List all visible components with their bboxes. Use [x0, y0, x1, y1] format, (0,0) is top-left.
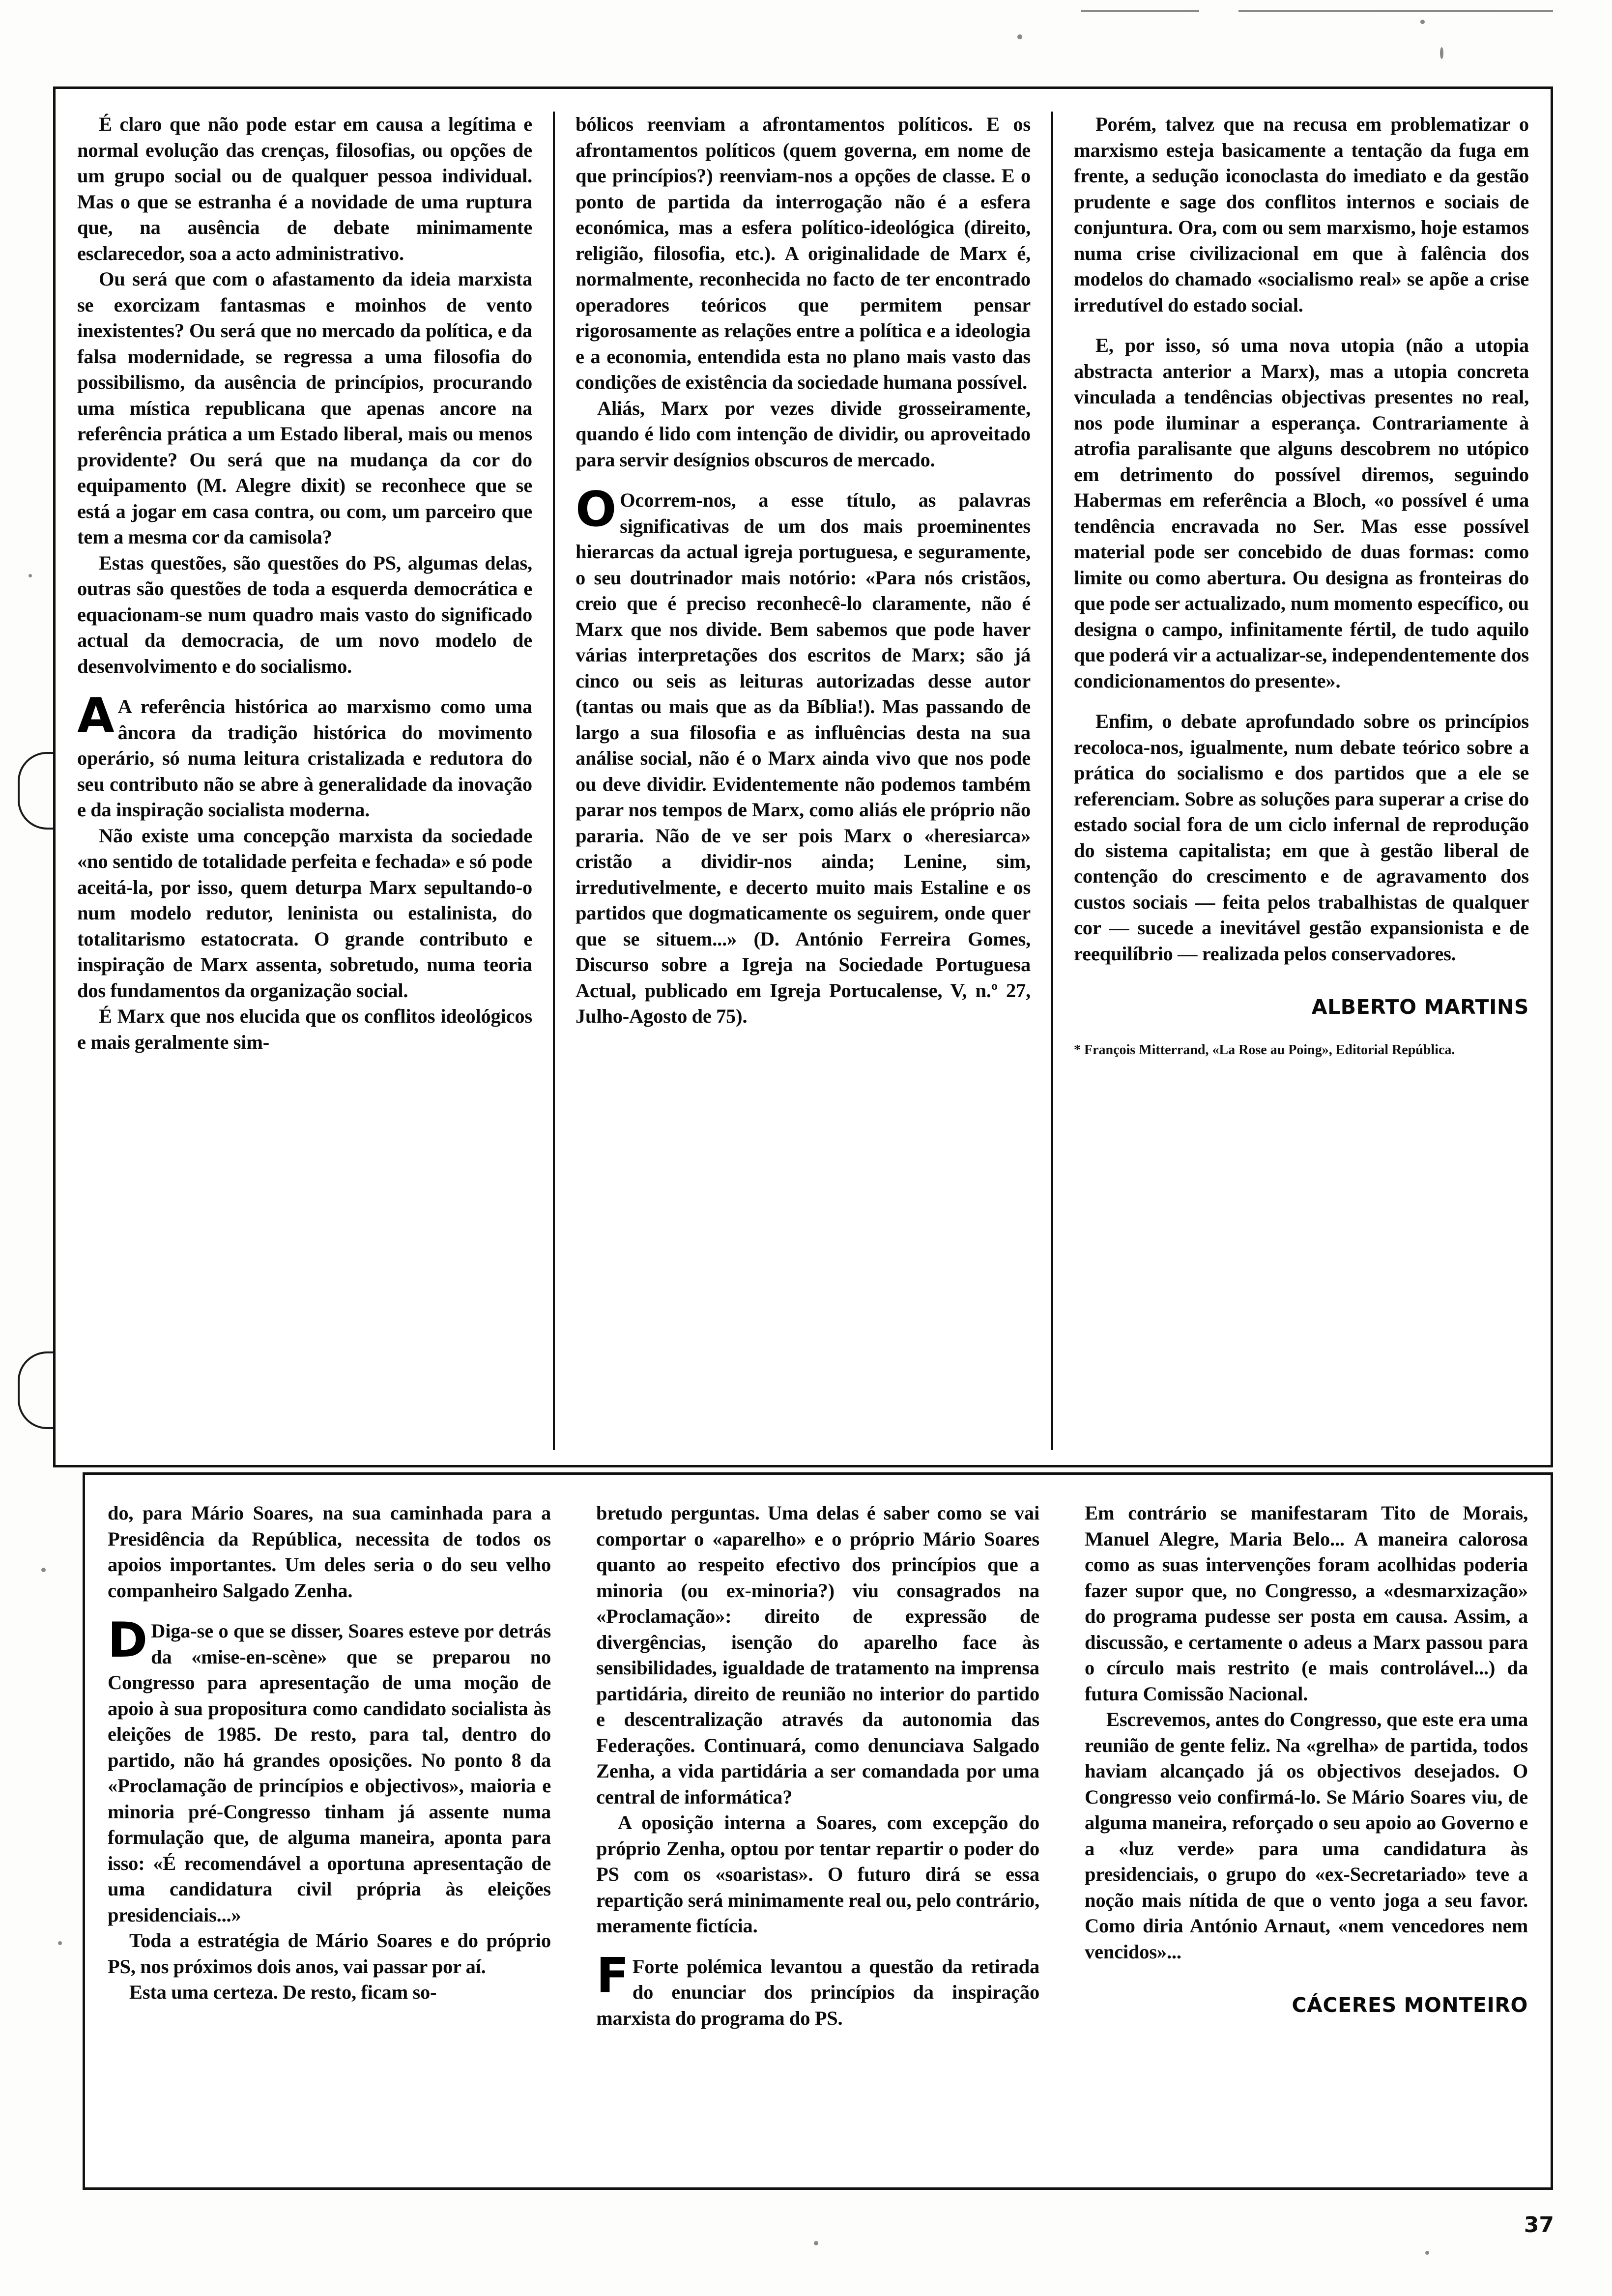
paragraph-with-dropcap	[576, 482, 1031, 1030]
paragraph: E, por isso, só uma nova utopia (não a utopia abstracta anterior a Marx), mas a utopia concreta vinculada a tendências objectivas presentes no real, nos pode iluminar a esperança. Contrariamente à atrofia paralisante que alguns descobrem no utópico em detrimento do possível diremos, seguindo Habermas em referência a Bloch, «o possível é uma tendência encravada no Ser. Mas esse possível material pode ser concebido de duas formas: como limite ou como abertura. Ou designa as fronteiras do que pode ser actualizado, num momento específico, ou designa o campo, infinitamente fértil, de tudo aquilo que poderá vir a actualizar-se, independentemente dos condicionamentos do presente».	[1074, 334, 1529, 692]
article-byline: CÁCERES MONTEIRO	[1292, 1993, 1528, 2017]
article-footnote: * François Mitterrand, «La Rose au Poing», Editorial República.	[1074, 1042, 1455, 1058]
paragraph-text: A referência histórica ao marxismo como uma âncora da tradição histórica do movimento operário, só numa leitura cristalizada e redutora do seu contributo não se abre à generalidade da inovação e da inspiração socialista moderna.	[77, 695, 532, 821]
article-congresso-ps	[83, 1472, 1553, 2190]
paragraph: bretudo perguntas. Uma delas é saber como se vai comportar o «aparelho» e o próprio Mário Soares quanto ao respeito efectivo dos princípios que a minoria (ou ex-minoria?) viu consagrados na «Proclamação»: direito de expressão de divergências, isenção do aparelho face às sensibilidades, igualdade de tratamento na imprensa partidária, direito de reunião no interior do partido e descentralização através da autonomia das Federações. Continuará, como denunciava Salgado Zenha, a vida partidária a ser comandada por uma central de informática?	[596, 1502, 1039, 1808]
paragraph: É claro que não pode estar em causa a legítima e normal evolução das crenças, filosofias, ou opções de um grupo social ou de qualquer pessoa individual. Mas o que se estranha é a novidade de uma ruptura que, na ausência de debate minimamente esclarecedor, soa a acto administrativo.	[77, 113, 532, 264]
paragraph: Estas questões, são questões do PS, algumas delas, outras são questões de toda a esquerda democrática e equacionam-se num quadro mais vasto do significado actual da democracia, de um novo modelo de desenvolvimento e do socialismo.	[77, 551, 532, 677]
paragraph: Em contrário se manifestaram Tito de Morais, Manuel Alegre, Maria Belo... A maneira calorosa como as suas intervenções foram acolhidas poderia fazer supor que, no Congresso, a «desmarxização» do programa pudesse ser posta em causa. Assim, a discussão, e certamente o adeus a Marx passou para o círculo mais restrito (e mais controlável...) da futura Comissão Nacional.	[1085, 1502, 1528, 1705]
article-top-column-2	[553, 112, 1031, 1450]
paragraph-text: Forte polémica levantou a questão da retirada do enunciar dos princípios da inspiração marxista do programa do PS.	[596, 1955, 1039, 2029]
paragraph: Enfim, o debate aprofundado sobre os princípios recoloca-nos, igualmente, num debate teórico sobre a prática do socialismo e dos partidos que a ele se referenciam. Sobre as soluções para superar a crise do estado social fora de um ciclo infernal de reprodução do sistema capitalista; em que à gestão liberal de contenção do crescimento e de agravamento dos custos sociais — feita pelos trabalhistas de qualquer cor — sucede a inevitável gestão expansionista e de reequilíbrio — realizada pelos conservadores.	[1074, 710, 1529, 965]
dropcap-letter: D	[108, 1612, 148, 1668]
paragraph: bólicos reenviam a afrontamentos políticos. E os afrontamentos políticos (quem governa, em nome de que princípios?) reenviam-nos a opções de classe. E o ponto de partida da interrogação não é a esfera económica, mas a esfera político-ideológica (direito, religião, filosofia, etc.). A originalidade de Marx é, normalmente, reconhecida no facto de ter encontrado operadores teóricos que permitem pensar rigorosamente as relações entre a política e a ideologia e a economia, entendida esta no plano mais vasto das condições de existência da sociedade humana possível.	[576, 113, 1031, 393]
paragraph-with-dropcap	[77, 688, 532, 823]
paragraph: Toda a estratégia de Mário Soares e do próprio PS, nos próximos dois anos, vai passar por aí.	[108, 1929, 551, 1978]
paragraph-with-dropcap	[108, 1612, 551, 1928]
article-bottom-column-1	[108, 1500, 551, 2173]
paragraph: do, para Mário Soares, na sua caminhada para a Presidência da República, necessita de todos os apoios importantes. Um deles seria o do seu velho companheiro Salgado Zenha.	[108, 1502, 551, 1602]
article-marxismo-debate	[53, 86, 1553, 1467]
article-byline: ALBERTO MARTINS	[1311, 995, 1529, 1019]
paragraph: A oposição interna a Soares, com excepção do próprio Zenha, optou por tentar repartir o poder do PS com os «soaristas». O futuro dirá se essa repartição será minimamente real ou, pelo contrário, meramente fictícia.	[596, 1811, 1039, 1937]
dropcap-letter: F	[596, 1948, 629, 2004]
article-top-column-3	[1051, 112, 1529, 1450]
paragraph-text: Ocorrem-nos, a esse título, as palavras significativas de um dos mais proeminentes hierarcas da actual igreja portuguesa, e seguramente, o seu doutrinador mais notório: «Para nós cristãos, creio que é preciso reconhecê-lo claramente, não é Marx que nos divide. Bem sabemos que pode haver várias interpretações dos escritos de Marx; são já cinco ou seis as leituras autorizadas desse autor (tantas ou mais que as da Bíblia!). Mas passando de largo a sua filosofia e as influências desta na sua análise social, não é o Marx ainda vivo que nos pode ou deve dividir. Evidentemente não podemos também parar nos tempos de Marx, como aliás ele próprio não pararia. Não de ve ser pois Marx o «heresiarca» cristão a dividir-nos ainda; Lenine, sim, irredutivelmente, e decerto muito mais Estaline e os partidos que dogmaticamente os seguirem, onde quer que se situem...» (D. António Ferreira Gomes, Discurso sobre a Igreja na Sociedade Portuguesa Actual, publicado em Igreja Portucalense, V, n.º 27, Julho-Agosto de 75).	[576, 489, 1031, 1027]
paragraph-text: Diga-se o que se disser, Soares esteve por detrás da «mise-en-scène» que se preparou no Congresso para apresentação de uma moção de apoio à sua propositura como candidato socialista às eleições de 1985. De resto, para tal, dentro do partido, não há grandes oposições. No ponto 8 da «Proclamação de princípios e objectivos», maioria e minoria pré-Congresso tinham já assente numa formulação que, de alguma maneira, aponta para isso: «É recomendável a oportuna apresentação de uma candidatura civil própria às eleições presidenciais...»	[108, 1620, 551, 1926]
paragraph: Escrevemos, antes do Congresso, que este era uma reunião de gente feliz. Na «grelha» de partida, todos haviam alcançado já os objectivos desejados. O Congresso veio confirmá-lo. Se Mário Soares viu, de alguma maneira, reforçado o seu apoio ao Governo e a «luz verde» para uma candidatura às presidenciais, o grupo do «ex-Secretariado» teve a noção mais nítida de que o vento joga a seu favor. Como diria António Arnaut, «nem vencedores nem vencidos»...	[1085, 1708, 1528, 1963]
paragraph: Ou será que com o afastamento da ideia marxista se exorcizam fantasmas e moinhos de vento inexistentes? Ou será que no mercado da política, e da falsa modernidade, se regressa a uma filosofia do possibilismo, da ausência de princípios, procurando uma mística republicana que apenas ancore na referência prática a um Estado liberal, mais ou menos providente? Ou será que na mudança da cor do equipamento (M. Alegre dixit) se reconhece que se está a jogar em casa contra, ou com, um parceiro que tem a mesma cor da camisola?	[77, 268, 532, 548]
paragraph: Esta uma certeza. De resto, ficam so-	[129, 1981, 437, 2003]
article-bottom-column-3	[1062, 1500, 1528, 2173]
page-number: 37	[1524, 2212, 1554, 2238]
dropcap-letter: O	[576, 482, 617, 538]
article-bottom-column-2	[574, 1500, 1039, 2173]
paragraph-with-dropcap	[596, 1948, 1039, 2032]
paragraph: Não existe uma concepção marxista da sociedade «no sentido de totalidade perfeita e fechada» e só pode aceitá-la, por isso, quem deturpa Marx sepultando-o num modelo redutor, leninista ou estalinista, do totalitarismo estatocrata. O grande contributo e inspiração de Marx assenta, sobretudo, numa teoria dos fundamentos da organização social.	[77, 824, 532, 1002]
article-top-column-1	[77, 112, 532, 1450]
dropcap-letter: A	[77, 688, 115, 744]
paragraph: Aliás, Marx por vezes divide grosseiramente, quando é lido com intenção de dividir, ou aproveitado para servir desígnios obscuros de mercado.	[576, 397, 1031, 471]
paragraph: É Marx que nos elucida que os conflitos ideológicos e mais geralmente sim-	[77, 1005, 532, 1053]
paragraph: Porém, talvez que na recusa em problematizar o marxismo esteja basicamente a tentação da fuga em frente, a sedução iconoclasta do imediato e da gestão prudente e sage dos conflitos internos e sociais de conjuntura. Ora, com ou sem marxismo, hoje estamos numa crise civilizacional em que à falência dos modelos do chamado «socialismo real» se apõe a crise irredutível do estado social.	[1074, 113, 1529, 316]
